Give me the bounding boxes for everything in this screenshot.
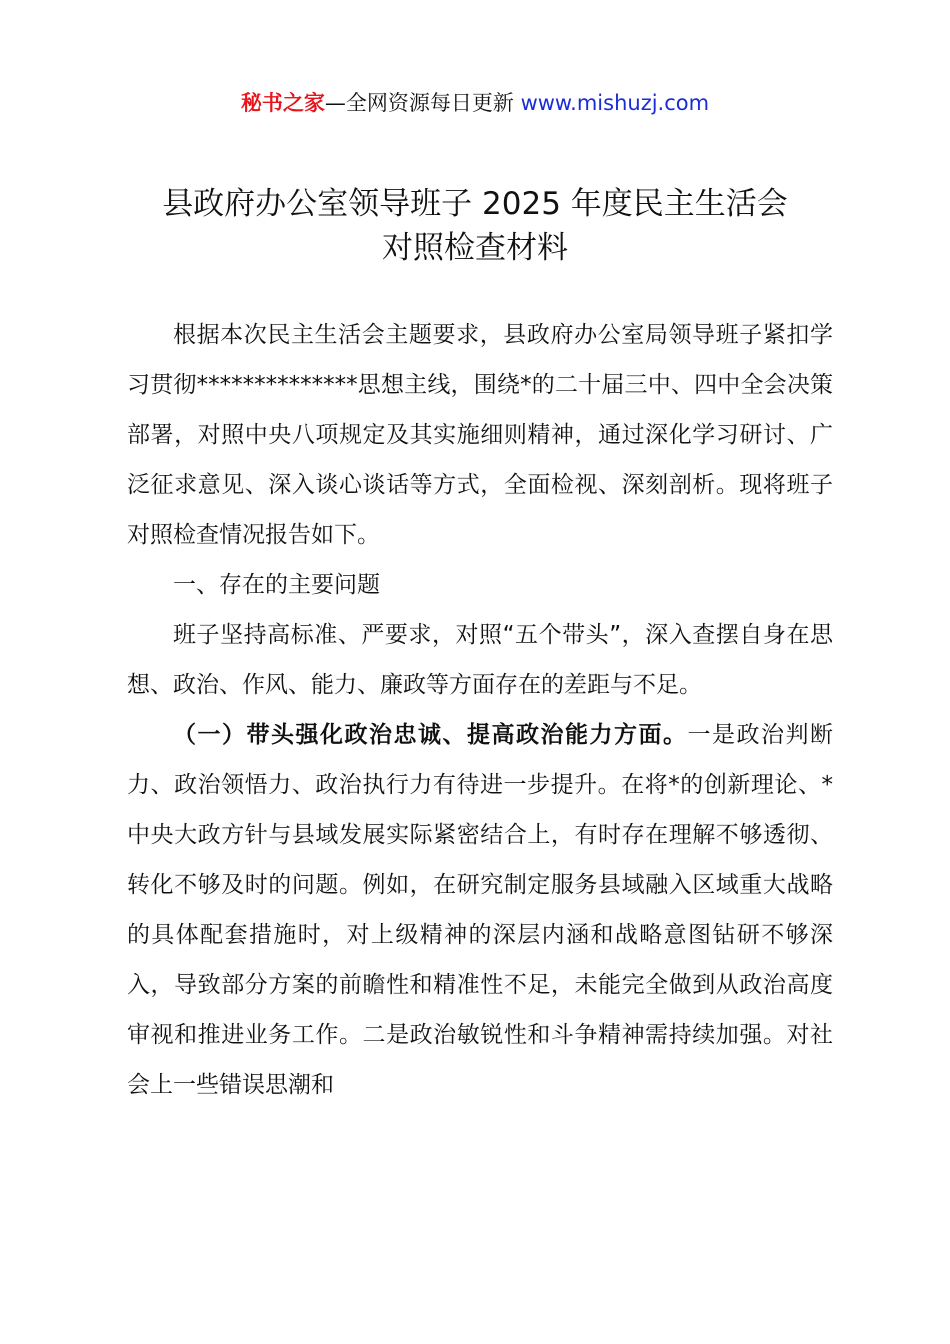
intro-paragraph: 根据本次民主生活会主题要求，县政府办公室局领导班子紧扣学习贯彻**************思想主线，围绕*的二十届三中、四中全会决策部署，对照中央八项规定及其实施细则精神，通过深化学习研讨、广泛征求意见、深入谈心谈话等方式，全面检视、深刻剖析。现将班子对照检查情况报告如下。 xyxy=(127,322,833,548)
item-heading: （一）带头强化政治忠诚、提高政治能力方面。 xyxy=(173,722,688,748)
section-intro-paragraph: 班子坚持高标准、严要求，对照“五个带头”，深入查摆自身在思想、政治、作风、能力、廉政等方面存在的差距与不足。 xyxy=(127,622,833,698)
site-url-link[interactable]: www.mishuzj.com xyxy=(520,91,710,115)
item-paragraph xyxy=(127,710,833,1110)
title-line-2: 对照检查材料 xyxy=(382,230,568,266)
document-body xyxy=(127,310,833,1110)
section-heading: 一、存在的主要问题 xyxy=(173,572,380,598)
brand-name: 秘书之家 xyxy=(240,91,325,115)
header-tagline: —全网资源每日更新 xyxy=(324,91,521,115)
site-header xyxy=(0,88,950,118)
title-line-1: 县政府办公室领导班子 2025 年度民主生活会 xyxy=(162,186,788,222)
document-title xyxy=(90,182,860,270)
item-text: 一是政治判断力、政治领悟力、政治执行力有待进一步提升。在将*的创新理论、*中央大政方针与县域发展实际紧密结合上，有时存在理解不够透彻、转化不够及时的问题。例如，在研究制定服务县域融入区域重大战略的具体配套措施时，对上级精神的深层内涵和战略意图钻研不够深入，导致部分方案的前瞻性和精准性不足，未能完全做到从政治高度审视和推进业务工作。二是政治敏锐性和斗争精神需持续加强。对社会上一些错误思潮和 xyxy=(127,722,833,1098)
